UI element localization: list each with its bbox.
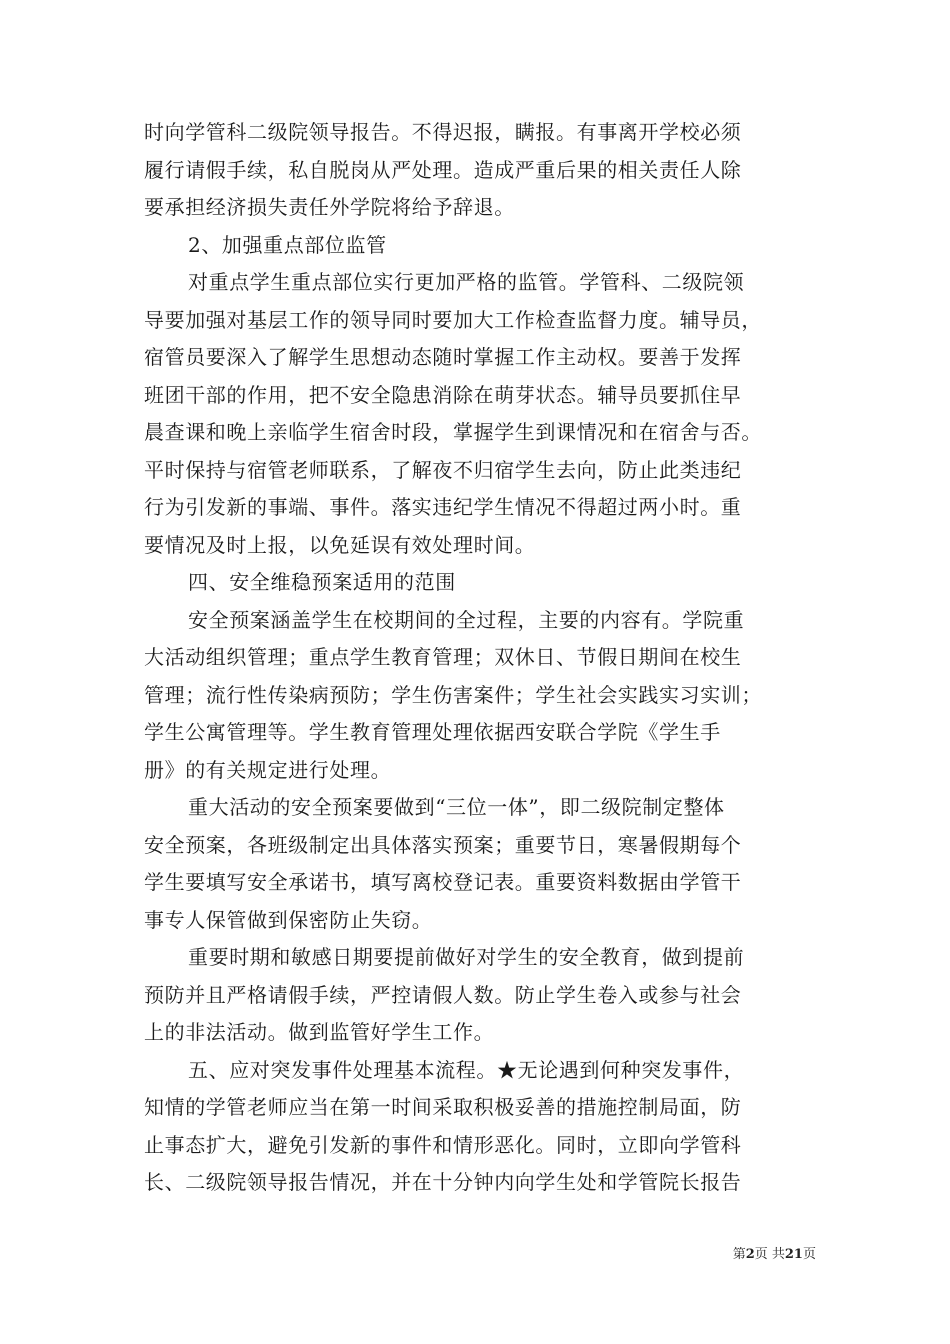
text-line: 安全预案涵盖学生在校期间的全过程，主要的内容有。学院重: [188, 607, 745, 632]
text-line: 班团干部的作用，把不安全隐患消除在萌芽状态。辅导员要抓住早: [144, 382, 742, 407]
text-line: 晨查课和晚上亲临学生宿舍时段，掌握学生到课情况和在宿舍与否。: [144, 420, 762, 444]
text-line: 对重点学生重点部位实行更加严格的监管。学管科、二级院领: [188, 270, 745, 294]
text-line: 五、应对突发事件处理基本流程。★无论遇到何种突发事件，: [188, 1057, 745, 1082]
text-line: 行为引发新的事端、事件。落实违纪学生情况不得超过两小时。重: [144, 495, 742, 519]
text-line: 事专人保管做到保密防止失窃。: [144, 907, 433, 932]
text-line: 知情的学管老师应当在第一时间采取积极妥善的措施控制局面，防: [144, 1095, 742, 1119]
text-line: 上的非法活动。做到监管好学生工作。: [144, 1020, 495, 1044]
footer-prefix: 第: [732, 1247, 746, 1262]
text-line: 导要加强对基层工作的领导同时要加大工作检查监督力度。辅导员，: [144, 307, 762, 332]
text-line: 学生公寓管理等。学生教育管理处理依据西安联合学院《学生手: [144, 720, 721, 744]
text-line: 止事态扩大，避免引发新的事件和情形恶化。同时，立即向学管科: [144, 1132, 742, 1157]
text-line: 册》的有关规定进行处理。: [144, 757, 392, 782]
footer-suffix: 页: [802, 1247, 816, 1262]
text-line: 时向学管科二级院领导报告。不得迟报，瞒报。有事离开学校必须: [144, 120, 742, 144]
text-line: 管理；流行性传染病预防；学生伤害案件；学生社会实践实习实训；: [144, 682, 762, 707]
text-line: 长、二级院领导报告情况，并在十分钟内向学生处和学管院长报告: [144, 1170, 742, 1194]
text-line: 平时保持与宿管老师联系，了解夜不归宿学生去向，防止此类违纪: [144, 457, 742, 482]
text-line: 大活动组织管理；重点学生教育管理；双休日、节假日期间在校生: [144, 645, 742, 669]
text-line: 学生要填写安全承诺书，填写离校登记表。重要资料数据由学管干: [144, 870, 742, 894]
text-line: 要承担经济损失责任外学院将给予辞退。: [144, 195, 515, 219]
text-line: 重要时期和敏感日期要提前做好对学生的安全教育，做到提前: [188, 945, 745, 969]
document-body: [144, 114, 816, 1202]
text-line: 重大活动的安全预案要做到“三位一体”，即二级院制定整体: [188, 795, 725, 819]
text-line: 2、加强重点部位监管: [188, 232, 387, 257]
total-page-count: 21: [784, 1247, 803, 1262]
page-footer: [700, 1243, 816, 1262]
current-page-number: 2: [745, 1247, 755, 1262]
footer-middle: 页 共: [754, 1247, 785, 1262]
text-line: 要情况及时上报，以免延误有效处理时间。: [144, 532, 536, 557]
text-line: 四、安全维稳预案适用的范围: [188, 570, 456, 594]
text-line: 预防并且严格请假手续，严控请假人数。防止学生卷入或参与社会: [144, 982, 742, 1007]
text-line: 宿管员要深入了解学生思想动态随时掌握工作主动权。要善于发挥: [144, 345, 742, 369]
text-line: 履行请假手续，私自脱岗从严处理。造成严重后果的相关责任人除: [144, 157, 742, 182]
text-line: 安全预案，各班级制定出具体落实预案；重要节日，寒暑假期每个: [144, 832, 742, 857]
